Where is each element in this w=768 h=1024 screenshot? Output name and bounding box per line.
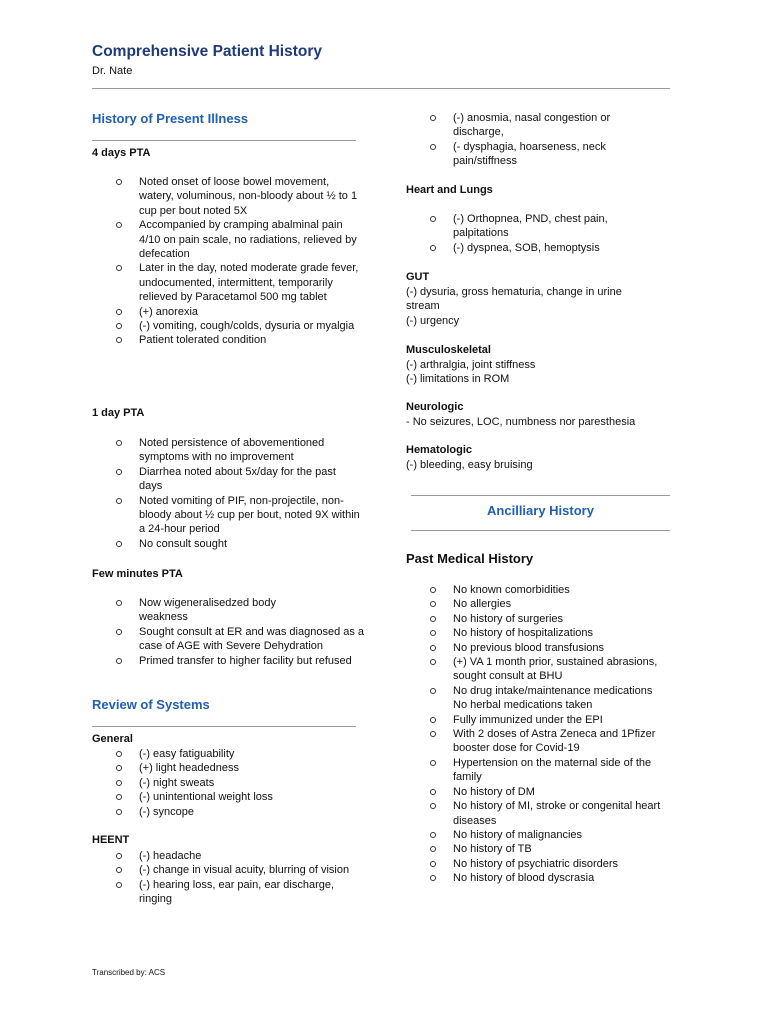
list-item: (-) anosmia, nasal congestion or discharge, — [406, 111, 646, 140]
list-item: Diarrhea noted about 5x/day for the past days — [92, 465, 362, 494]
list-item: No history of malignancies — [406, 828, 676, 842]
list-item: No history of blood dyscrasia — [406, 871, 676, 885]
list-item: Fully immunized under the EPI — [406, 713, 676, 727]
list-item: No previous blood transfusions — [406, 641, 676, 655]
list-item: (-) night sweats — [92, 776, 362, 790]
list-item: (-) vomiting, cough/colds, dysuria or myalgia — [92, 319, 362, 333]
ros-gut-label: GUT — [406, 271, 430, 283]
list-item: (-) Orthopnea, PND, chest pain, palpitations — [406, 212, 646, 241]
list-item: No history of DM — [406, 785, 676, 799]
hpi-fewmin-label: Few minutes PTA — [92, 568, 183, 580]
pmh-heading: Past Medical History — [406, 551, 534, 566]
list-item: Patient tolerated condition — [92, 333, 362, 347]
list-item: (-) headache — [92, 849, 362, 863]
list-item: No drug intake/maintenance medications No herbal medications taken — [406, 684, 676, 713]
list-item: (-) change in visual acuity, blurring of vision — [92, 863, 362, 877]
ros-gut-line: stream — [406, 300, 440, 312]
list-item: Noted persistence of abovementioned symptoms with no improvement — [92, 436, 362, 465]
list-item: No history of TB — [406, 842, 676, 856]
ros-heart-lungs-label: Heart and Lungs — [406, 184, 493, 196]
ros-msk-label: Musculoskeletal — [406, 344, 491, 356]
ancillary-bottom-divider — [411, 530, 670, 531]
ros-heent-label: HEENT — [92, 834, 130, 846]
list-item: (+) anorexia — [92, 305, 362, 319]
author-name: Dr. Nate — [92, 65, 133, 77]
ros-heent-list-continued — [406, 111, 646, 169]
list-item: Primed transfer to higher facility but refused — [92, 654, 372, 668]
list-item: (-) syncope — [92, 805, 362, 819]
list-item: Accompanied by cramping abalminal pain 4/10 on pain scale, no radiations, relieved by defecation — [92, 218, 362, 261]
list-item: (-) hearing loss, ear pain, ear discharge, ringing — [92, 878, 362, 907]
ros-msk-line: (-) arthralgia, joint stiffness — [406, 359, 536, 371]
ros-heading: Review of Systems — [92, 697, 210, 712]
list-item: (+) light headedness — [92, 761, 362, 775]
ros-general-list — [92, 747, 362, 819]
document-title: Comprehensive Patient History — [92, 43, 322, 60]
list-item: (- dysphagia, hoarseness, neck pain/stiffness — [406, 140, 646, 169]
list-item: (-) easy fatiguability — [92, 747, 362, 761]
hpi-fewmin-list — [92, 596, 372, 668]
hpi-4days-list — [92, 175, 362, 348]
hpi-heading: History of Present Illness — [92, 111, 249, 126]
ros-gut-line: (-) dysuria, gross hematuria, change in urine — [406, 286, 622, 298]
list-item: (+) VA 1 month prior, sustained abrasions, sought consult at BHU — [406, 655, 676, 684]
ros-heart-lungs-list — [406, 212, 646, 255]
list-item: Sought consult at ER and was diagnosed as a case of AGE with Severe Dehydration — [92, 625, 372, 654]
list-item: No history of psychiatric disorders — [406, 857, 676, 871]
ros-neuro-label: Neurologic — [406, 401, 464, 413]
list-item: No history of hospitalizations — [406, 626, 676, 640]
list-item: No known comorbidities — [406, 583, 676, 597]
list-item: Noted vomiting of PIF, non-projectile, non-bloody about ½ cup per bout, noted 9X within a 24-hour period — [92, 494, 362, 537]
list-item: (-) unintentional weight loss — [92, 790, 362, 804]
ancillary-heading: Ancilliary History — [487, 503, 594, 518]
footer-transcriber: Transcribed by: ACS — [92, 968, 166, 977]
list-item: Now wigeneralisedzed body weakness — [92, 596, 372, 625]
list-item: (-) dyspnea, SOB, hemoptysis — [406, 241, 646, 255]
list-item: Later in the day, noted moderate grade fever, undocumented, intermittent, temporarily relieved by Paracetamol 500 mg tablet — [92, 261, 362, 304]
hpi-4days-label: 4 days PTA — [92, 147, 151, 159]
header-divider — [92, 88, 670, 89]
ros-general-label: General — [92, 733, 133, 745]
hpi-divider — [92, 140, 356, 141]
ros-heme-label: Hematologic — [406, 444, 473, 456]
list-item: Hypertension on the maternal side of the family — [406, 756, 676, 785]
ros-heme-line: (-) bleeding, easy bruising — [406, 459, 533, 471]
ros-msk-line: (-) limitations in ROM — [406, 373, 510, 385]
list-item: No history of MI, stroke or congenital heart diseases — [406, 799, 676, 828]
ros-gut-line: (-) urgency — [406, 315, 460, 327]
list-item: No allergies — [406, 597, 676, 611]
hpi-1day-label: 1 day PTA — [92, 407, 145, 419]
hpi-1day-list — [92, 436, 362, 551]
ros-neuro-line: - No seizures, LOC, numbness nor paresthesia — [406, 416, 636, 428]
ros-heent-list — [92, 849, 362, 907]
list-item: No consult sought — [92, 537, 362, 551]
list-item: Noted onset of loose bowel movement, watery, voluminous, non-bloody about ½ to 1 cup per bout noted 5X — [92, 175, 362, 218]
pmh-list — [406, 583, 676, 886]
list-item: No history of surgeries — [406, 612, 676, 626]
ancillary-top-divider — [411, 495, 670, 496]
ros-divider — [92, 726, 356, 727]
list-item: With 2 doses of Astra Zeneca and 1Pfizer booster dose for Covid-19 — [406, 727, 676, 756]
